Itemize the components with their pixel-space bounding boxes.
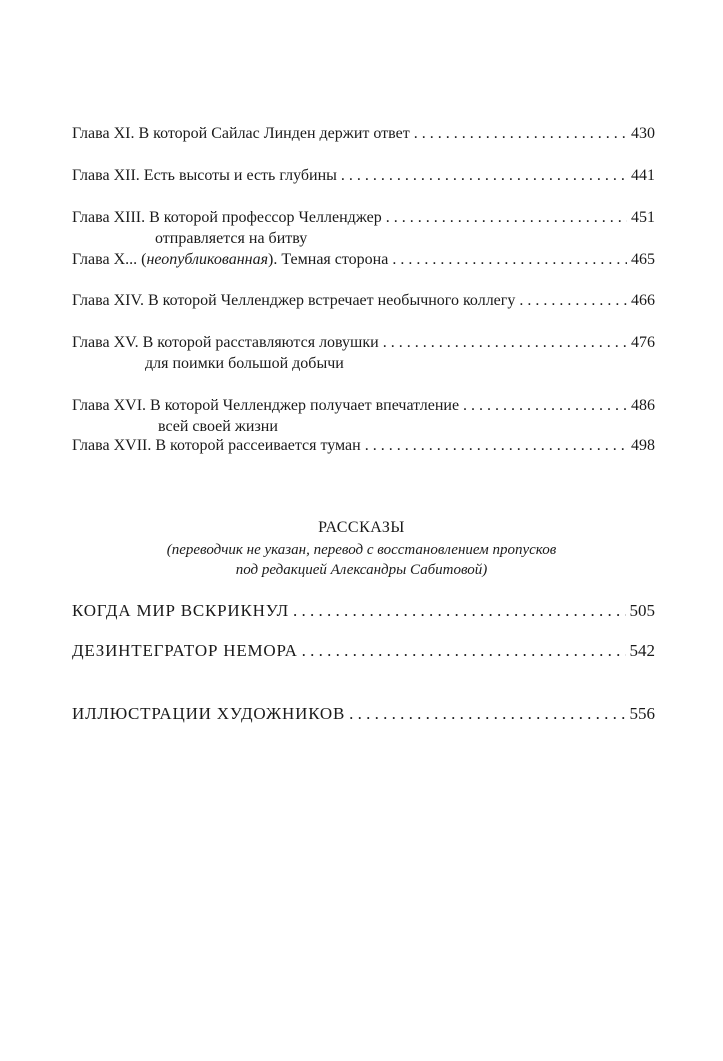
toc-entry <box>72 250 655 270</box>
leader-dots <box>349 704 625 724</box>
toc-entry-title: КОГДА МИР ВСКРИКНУЛ <box>72 601 289 620</box>
toc-entry-title <box>72 250 388 270</box>
leader-dots <box>414 124 627 144</box>
toc-entry-title: ИЛЛЮСТРАЦИИ ХУДОЖНИКОВ <box>72 704 346 723</box>
toc-entry-page: 465 <box>631 251 655 268</box>
toc-entry-title: ДЕЗИНТЕГРАТОР НЕМОРА <box>72 641 298 660</box>
toc-entry <box>72 396 655 416</box>
leader-dots <box>386 208 627 228</box>
toc-entry-title-italic: неопубликованная <box>146 251 269 268</box>
toc-entry <box>72 208 655 228</box>
leader-dots <box>341 166 627 186</box>
toc-entry-page: 556 <box>629 704 655 723</box>
toc-entry-page: 430 <box>631 125 655 142</box>
toc-entry-title: Глава XIII. В которой профессор Челленджер <box>72 209 382 226</box>
toc-entry-continuation: всей своей жизни <box>158 418 278 435</box>
toc-entry-page: 498 <box>631 437 655 454</box>
toc-entry-title: Глава XVI. В которой Челленджер получает впечатление <box>72 397 460 414</box>
toc-entry-story <box>72 641 655 661</box>
leader-dots <box>293 601 626 621</box>
toc-entry-story <box>72 601 655 621</box>
toc-entry-title: Глава XI. В которой Сайлас Линден держит ответ <box>72 125 410 142</box>
toc-entry-page: 441 <box>631 167 655 184</box>
toc-entry-continuation: для поимки большой добычи <box>145 355 344 372</box>
leader-dots <box>365 436 627 456</box>
leader-dots <box>383 333 627 353</box>
section-note-line-2: под редакцией Александры Сабитовой) <box>235 562 488 578</box>
section-note-line-1: (переводчик не указан, перевод с восстановлением пропусков <box>166 542 557 558</box>
leader-dots <box>519 291 627 311</box>
toc-entry-illustrations <box>72 704 655 724</box>
toc-entry-title: Глава XIV. В которой Челленджер встречает необычного коллегу <box>72 292 516 309</box>
toc-entry-page: 476 <box>631 334 655 351</box>
toc-entry-title: Глава XVII. В которой рассеивается туман <box>72 437 361 454</box>
toc-entry-continuation: отправляется на битву <box>155 230 308 247</box>
toc-entry-page: 542 <box>629 641 655 660</box>
toc-entry-title-prefix: Глава X... ( <box>72 251 147 268</box>
toc-entry <box>72 436 655 456</box>
toc-entry-page: 466 <box>631 292 655 309</box>
toc-entry <box>72 333 655 353</box>
toc-entry-page: 505 <box>629 601 655 620</box>
toc-entry <box>72 124 655 144</box>
toc-entry <box>72 166 655 186</box>
section-heading: РАССКАЗЫ <box>318 519 405 536</box>
toc-entry-title: Глава XV. В которой расставляются ловушки <box>72 334 379 351</box>
toc-entry-title: Глава XII. Есть высоты и есть глубины <box>72 167 337 184</box>
leader-dots <box>392 250 627 270</box>
leader-dots <box>302 641 626 661</box>
leader-dots <box>463 396 627 416</box>
toc-entry-page: 451 <box>631 209 655 226</box>
toc-entry <box>72 291 655 311</box>
toc-entry-title-suffix: ). Темная сторона <box>268 251 389 268</box>
toc-entry-page: 486 <box>631 397 655 414</box>
